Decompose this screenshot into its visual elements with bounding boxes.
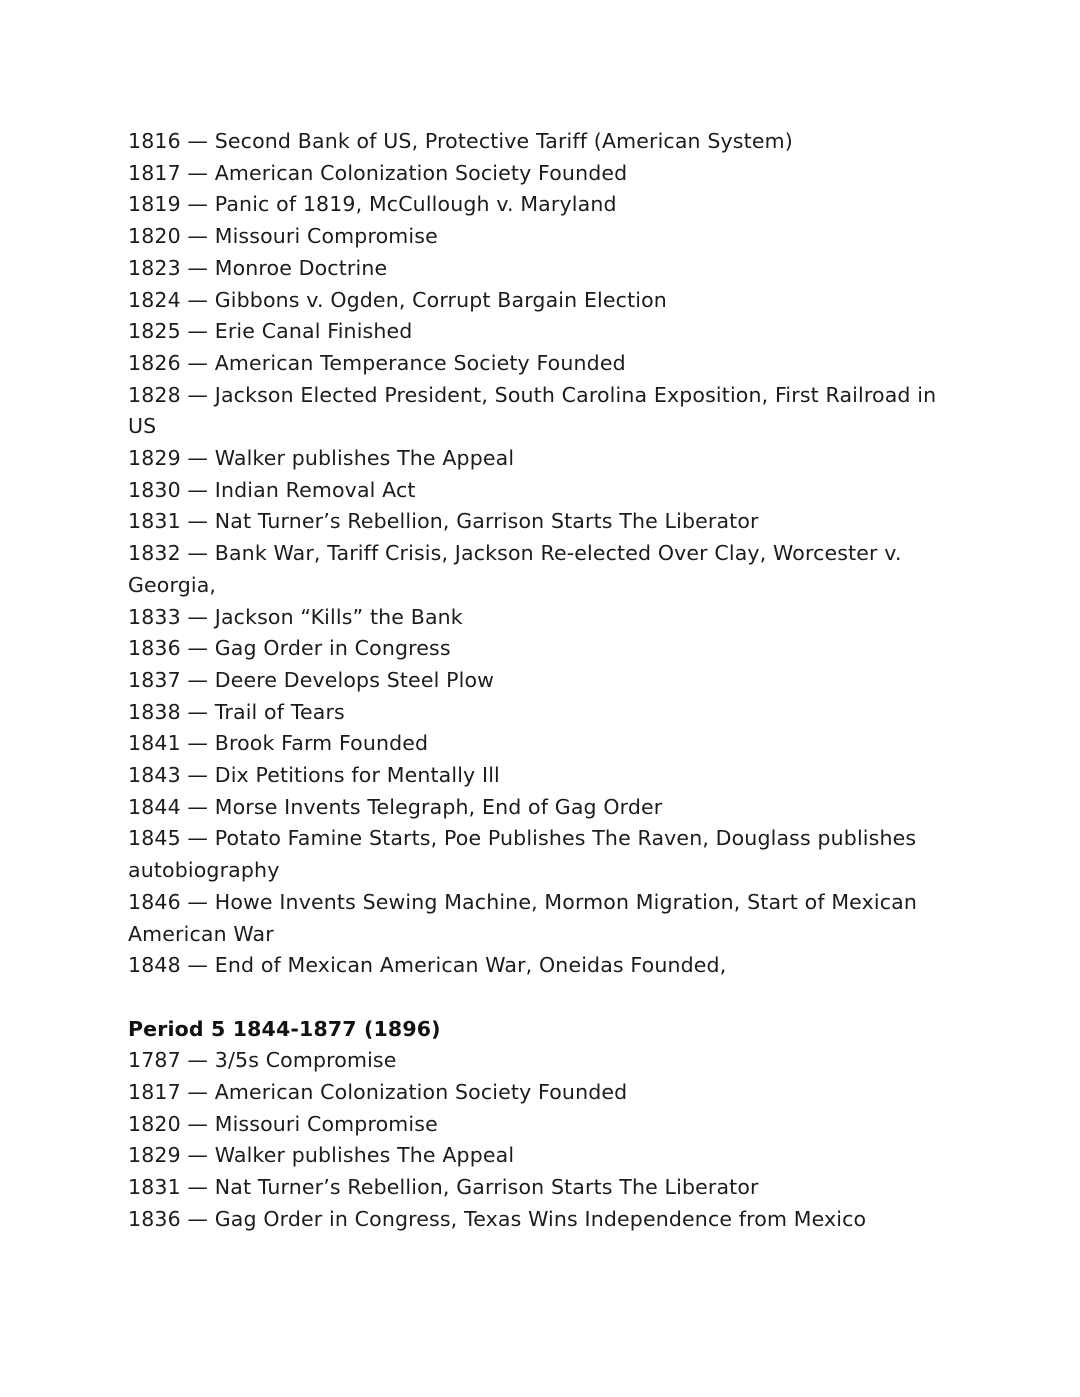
- timeline-entry-1817: 1817 — American Colonization Society Founded: [128, 160, 628, 185]
- timeline-entry-1825: 1825 — Erie Canal Finished: [128, 319, 413, 344]
- period5-entry-1831: 1831 — Nat Turner’s Rebellion, Garrison Starts The Liberator: [128, 1175, 759, 1200]
- timeline-entry-1816: 1816 — Second Bank of US, Protective Tariff (American System): [128, 129, 793, 153]
- timeline-entry-1837: 1837 — Deere Develops Steel Plow: [128, 667, 495, 692]
- timeline-entry-1845: 1845 — Potato Famine Starts, Poe Publishes The Raven, Douglass publishes autobiography: [128, 826, 917, 883]
- period5-entry-1820: 1820 — Missouri Compromise: [128, 1111, 438, 1136]
- timeline-entry-1823: 1823 — Monroe Doctrine: [128, 255, 388, 280]
- timeline-entry-1846: 1846 — Howe Invents Sewing Machine, Mormon Migration, Start of Mexican American War: [128, 889, 917, 946]
- timeline-entry-1824: 1824 — Gibbons v. Ogden, Corrupt Bargain Election: [128, 287, 667, 312]
- timeline-entry-1843: 1843 — Dix Petitions for Mentally Ill: [128, 763, 500, 788]
- document-page: [128, 126, 958, 1236]
- timeline-entry-1836: 1836 — Gag Order in Congress: [128, 636, 451, 661]
- timeline-entry-1819: 1819 — Panic of 1819, McCullough v. Maryland: [128, 192, 617, 217]
- timeline-entry-1831: 1831 — Nat Turner’s Rebellion, Garrison Starts The Liberator: [128, 509, 759, 534]
- timeline-entry-1838: 1838 — Trail of Tears: [128, 699, 345, 724]
- period5-entry-1829: 1829 — Walker publishes The Appeal: [128, 1143, 515, 1168]
- timeline-entry-1848: 1848 — End of Mexican American War, Oneidas Founded,: [128, 953, 727, 978]
- timeline-entry-1841: 1841 — Brook Farm Founded: [128, 731, 429, 756]
- period5-entry-1836: 1836 — Gag Order in Congress, Texas Wins Independence from Mexico: [128, 1206, 867, 1231]
- timeline-entry-1832: 1832 — Bank War, Tariff Crisis, Jackson Re-elected Over Clay, Worcester v. Georgia,: [128, 541, 902, 597]
- timeline-entry-1844: 1844 — Morse Invents Telegraph, End of Gag Order: [128, 794, 663, 819]
- timeline-entry-1830: 1830 — Indian Removal Act: [128, 477, 416, 502]
- timeline-entry-1828: 1828 — Jackson Elected President, South Carolina Exposition, First Railroad in US: [128, 382, 937, 439]
- timeline-entry-1820: 1820 — Missouri Compromise: [128, 224, 438, 249]
- period-5-section: [128, 1014, 958, 1236]
- period5-entry-1787: 1787 — 3/5s Compromise: [128, 1048, 397, 1073]
- timeline-entry-1833: 1833 — Jackson “Kills” the Bank: [128, 604, 463, 629]
- timeline-entry-1826: 1826 — American Temperance Society Founded: [128, 350, 626, 375]
- timeline-entry-1829: 1829 — Walker publishes The Appeal: [128, 446, 515, 471]
- section-spacer: [128, 982, 958, 1014]
- timeline-list: [128, 126, 958, 982]
- section-heading: Period 5 1844-1877 (1896): [128, 1016, 441, 1041]
- period5-entry-1817: 1817 — American Colonization Society Founded: [128, 1080, 628, 1105]
